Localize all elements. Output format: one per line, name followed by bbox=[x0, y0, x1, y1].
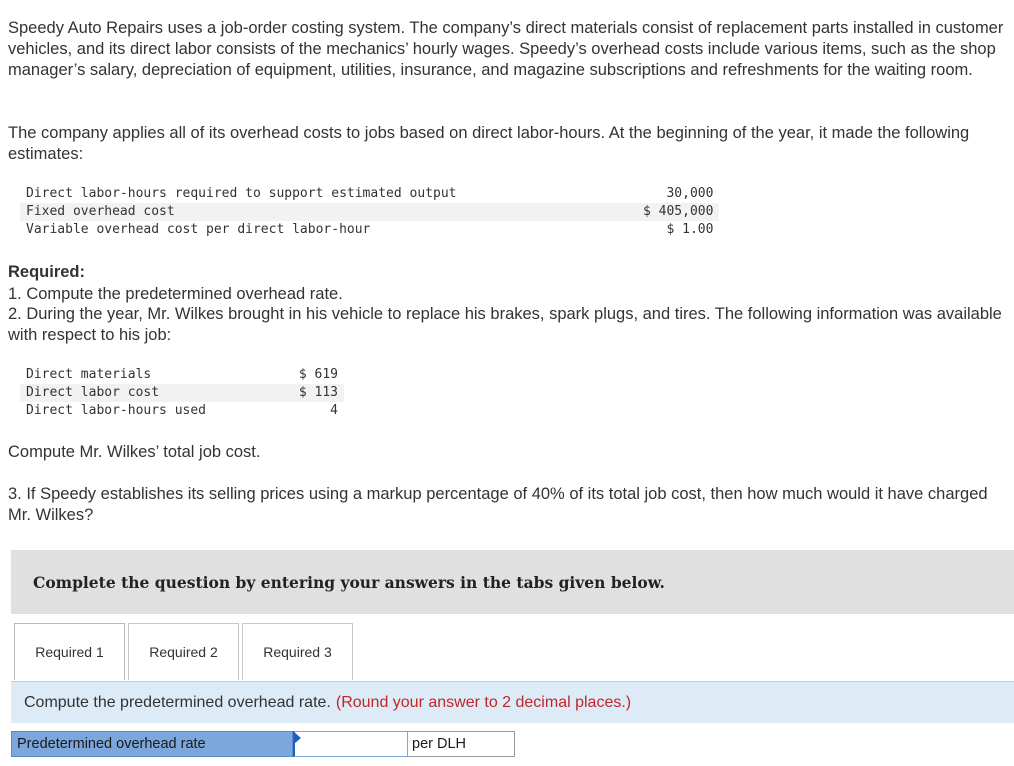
answer-row bbox=[11, 731, 515, 757]
active-cell-marker-icon bbox=[294, 732, 301, 744]
estimates-table bbox=[20, 185, 719, 239]
required-item-2-follow: Compute Mr. Wilkes’ total job cost. bbox=[8, 443, 261, 461]
job-value: $ 619 bbox=[298, 367, 338, 382]
tab-bar bbox=[14, 623, 356, 681]
table-row bbox=[20, 221, 719, 239]
estimate-label: Fixed overhead cost bbox=[20, 203, 637, 221]
instruction-banner bbox=[11, 550, 1014, 614]
question-prompt bbox=[11, 681, 1014, 723]
estimate-value: $ 1.00 bbox=[666, 222, 714, 237]
table-row bbox=[20, 185, 719, 203]
intro-paragraph-1: Speedy Auto Repairs uses a job-order costing system. The company’s direct materials consist of replacement parts installed in customer vehicles, and its direct labor consists of the mechanics’ hourly wages. Speedy’s overhead costs include various items, such as the shop manager’s salary, depreciation of equipment, utilities, insurance, and magazine subscriptions and refreshments for the waiting room. bbox=[8, 19, 1004, 79]
intro-paragraph-2: The company applies all of its overhead costs to jobs based on direct labor-hours. At the beginning of the year, it made the following estimates: bbox=[8, 124, 970, 163]
predetermined-rate-input[interactable] bbox=[293, 731, 408, 757]
estimate-label: Variable overhead cost per direct labor-hour bbox=[26, 222, 371, 237]
tab-required-3[interactable]: Required 3 bbox=[242, 623, 353, 680]
job-label: Direct materials bbox=[26, 367, 152, 382]
required-item-2: 2. During the year, Mr. Wilkes brought in his vehicle to replace his brakes, spark plugs, and tires. The following information was available with respect to his job: bbox=[8, 305, 1002, 344]
prompt-text: Compute the predetermined overhead rate. bbox=[24, 693, 331, 711]
estimate-label: Direct labor-hours required to support estimated output bbox=[26, 186, 457, 201]
rounding-hint: (Round your answer to 2 decimal places.) bbox=[335, 693, 632, 711]
tab-required-2[interactable]: Required 2 bbox=[128, 623, 239, 680]
job-value: 4 bbox=[330, 403, 338, 418]
table-row bbox=[20, 384, 344, 402]
job-label: Direct labor cost bbox=[20, 384, 292, 402]
table-row bbox=[20, 366, 344, 384]
required-item-3: 3. If Speedy establishes its selling prices using a markup percentage of 40% of its total job cost, then how much would it have charged Mr. Wilkes? bbox=[8, 485, 988, 524]
required-item-1: 1. Compute the predetermined overhead rate. bbox=[8, 285, 343, 303]
banner-text: Complete the question by entering your answers in the tabs given below. bbox=[33, 572, 665, 592]
job-value: $ 113 bbox=[292, 384, 344, 402]
table-row bbox=[20, 402, 344, 420]
estimate-value: 30,000 bbox=[666, 186, 714, 201]
job-table bbox=[20, 366, 344, 420]
table-row bbox=[20, 203, 719, 221]
unit-label: per DLH bbox=[408, 731, 515, 757]
required-heading: Required: bbox=[8, 263, 86, 281]
estimate-value: $ 405,000 bbox=[637, 203, 719, 221]
tab-required-1[interactable]: Required 1 bbox=[14, 623, 125, 680]
answer-row-label: Predetermined overhead rate bbox=[11, 731, 293, 757]
job-label: Direct labor-hours used bbox=[26, 403, 207, 418]
